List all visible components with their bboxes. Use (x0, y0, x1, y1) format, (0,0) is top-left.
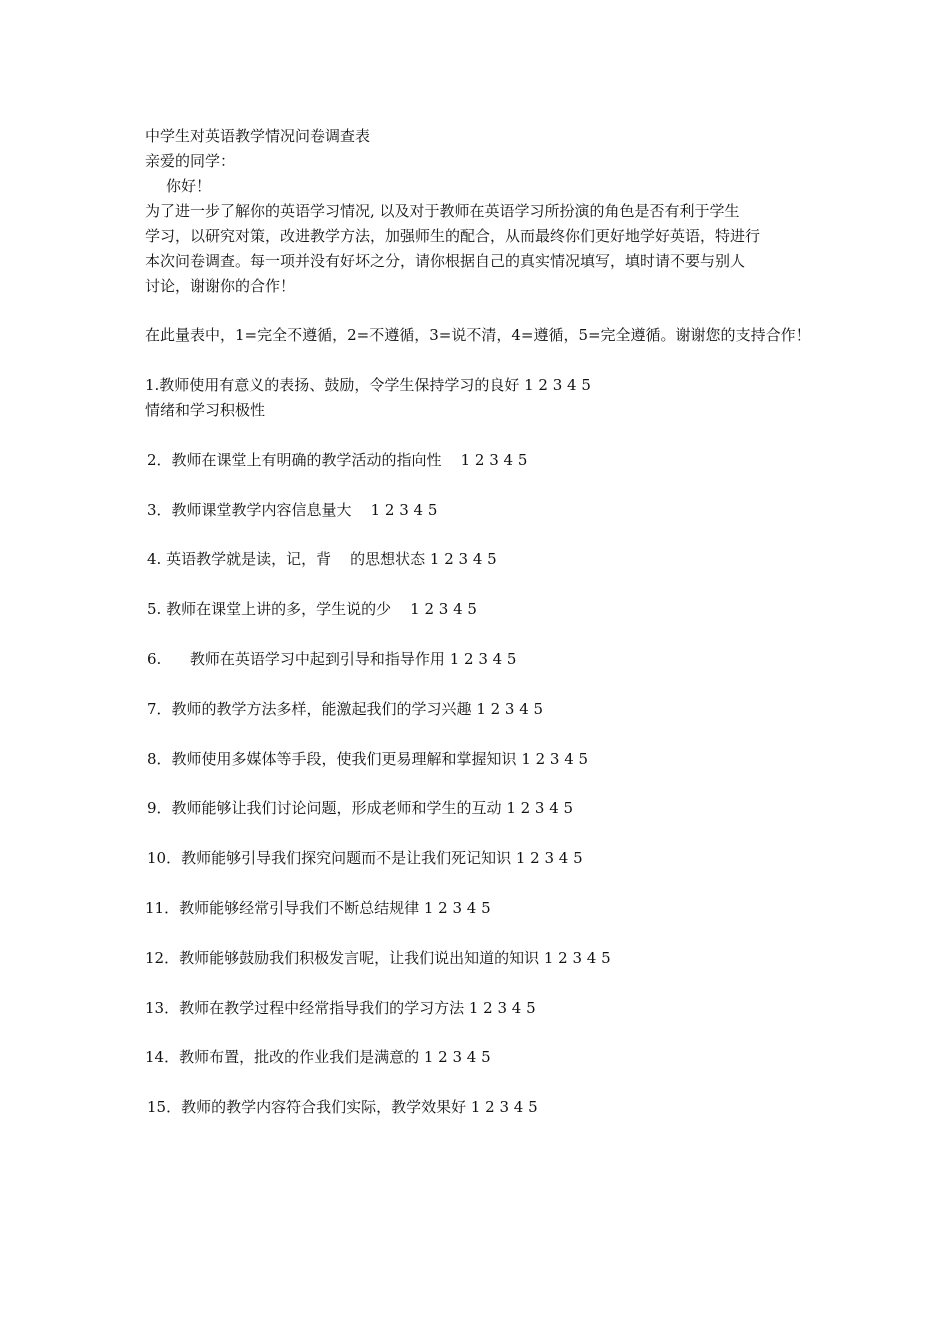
question-9: 9．教师能够让我们讨论问题，形成老师和学生的互动 1 2 3 4 5 (147, 799, 574, 817)
hello: 你好！ (166, 177, 212, 195)
question-15: 15．教师的教学内容符合我们实际，教学效果好 1 2 3 4 5 (147, 1098, 538, 1116)
question-2: 2．教师在课堂上有明确的教学活动的指向性 1 2 3 4 5 (147, 451, 528, 469)
question-4: 4. 英语教学就是读，记，背 的思想状态 1 2 3 4 5 (147, 550, 497, 568)
question-5: 5. 教师在课堂上讲的多，学生说的少 1 2 3 4 5 (147, 600, 477, 618)
question-11: 11．教师能够经常引导我们不断总结规律 1 2 3 4 5 (145, 899, 491, 917)
scale-note: 在此量表中，1=完全不遵循，2=不遵循，3=说不清，4=遵循，5=完全遵循。谢谢您的支持合作！ (145, 326, 811, 344)
intro-line: 学习，以研究对策，改进教学方法，加强师生的配合，从而最终你们更好地学好英语，特进行 (145, 227, 761, 245)
question-10: 10．教师能够引导我们探究问题而不是让我们死记知识 1 2 3 4 5 (147, 849, 583, 867)
question-1-line2: 情绪和学习积极性 (145, 401, 266, 419)
question-1-line1: 1.教师使用有意义的表扬、鼓励，令学生保持学习的良好 1 2 3 4 5 (145, 376, 591, 394)
question-13: 13．教师在教学过程中经常指导我们的学习方法 1 2 3 4 5 (145, 999, 536, 1017)
question-7: 7．教师的教学方法多样，能激起我们的学习兴趣 1 2 3 4 5 (147, 700, 544, 718)
page-title: 中学生对英语教学情况问卷调查表 (145, 127, 371, 145)
greeting: 亲爱的同学： (145, 152, 236, 170)
question-14: 14．教师布置，批改的作业我们是满意的 1 2 3 4 5 (145, 1048, 491, 1066)
question-12: 12．教师能够鼓励我们积极发言呢，让我们说出知道的知识 1 2 3 4 5 (145, 949, 611, 967)
question-3: 3．教师课堂教学内容信息量大 1 2 3 4 5 (147, 501, 438, 519)
question-8: 8．教师使用多媒体等手段，使我们更易理解和掌握知识 1 2 3 4 5 (147, 750, 589, 768)
intro-line: 讨论，谢谢你的合作！ (145, 277, 296, 295)
intro-line: 为了进一步了解你的英语学习情况, 以及对于教师在英语学习所扮演的角色是否有利于学生 (145, 202, 740, 220)
intro-line: 本次问卷调查。每一项并没有好坏之分，请你根据自己的真实情况填写，填时请不要与别人 (145, 252, 746, 270)
question-6: 6. 教师在英语学习中起到引导和指导作用 1 2 3 4 5 (147, 650, 517, 668)
